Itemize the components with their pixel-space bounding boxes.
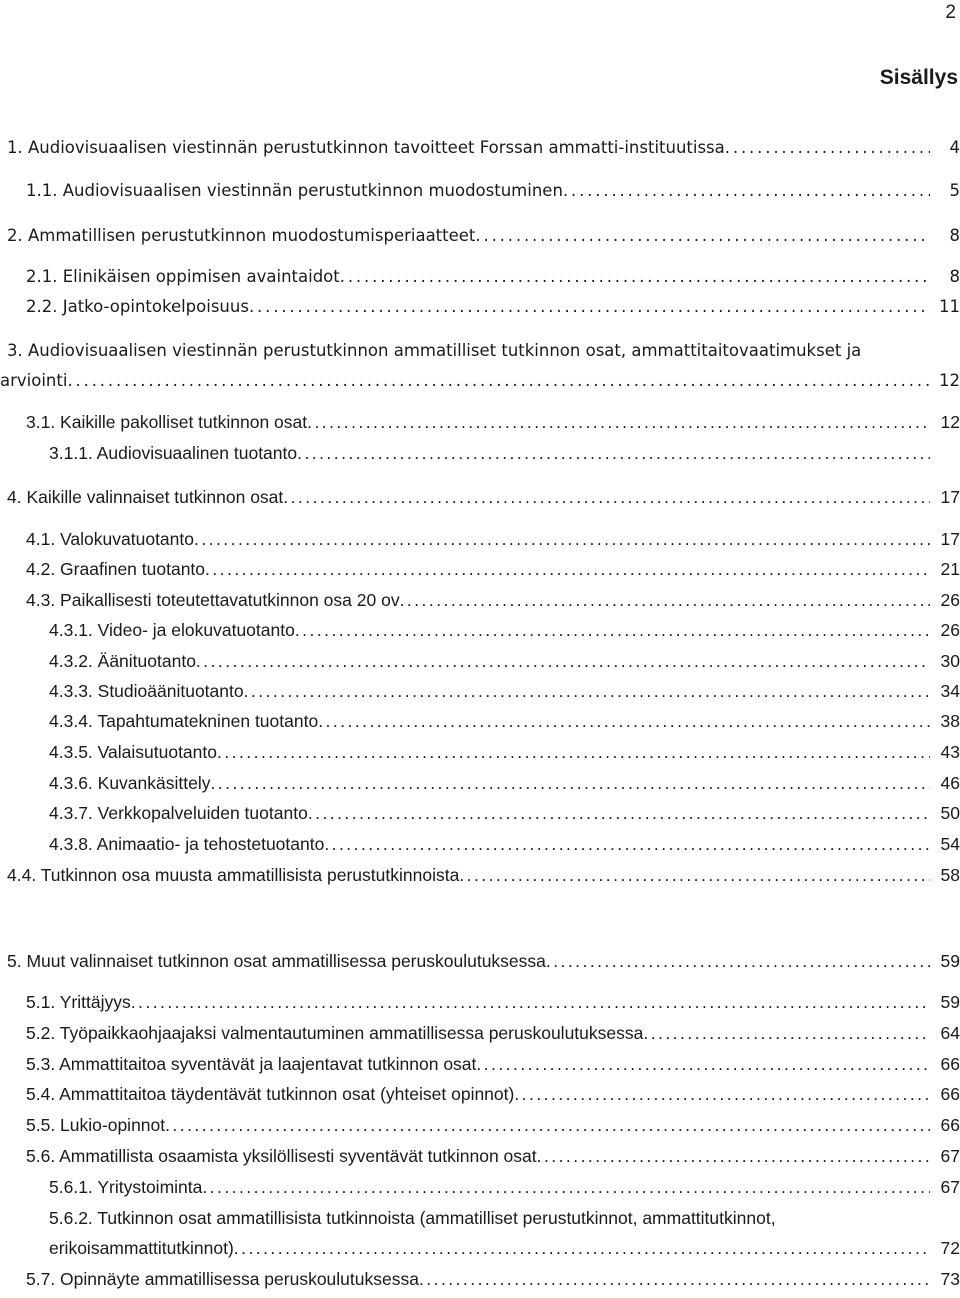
toc-entry-text: 4.3.6. Kuvankäsittely: [49, 773, 211, 793]
dot-leader: [537, 1145, 930, 1167]
toc-entry[interactable]: [0, 710, 960, 740]
dot-leader: [205, 558, 930, 580]
toc-page-number: 54: [940, 834, 960, 854]
toc-page-number: 34: [940, 681, 960, 701]
dot-leader: [131, 991, 930, 1013]
toc-page-number: 12: [939, 371, 960, 390]
toc-page-number: 67: [940, 1177, 960, 1197]
toc-entry[interactable]: [0, 802, 960, 832]
dot-leader: [234, 1237, 930, 1259]
toc-page-number: 30: [940, 651, 960, 671]
toc-page-number: 66: [940, 1054, 960, 1074]
dot-leader: [194, 528, 930, 550]
toc-entry-text: 4.3.7. Verkkopalveluiden tuotanto: [49, 803, 308, 823]
toc-page-number: 43: [940, 742, 960, 762]
dot-leader: [340, 266, 930, 288]
dot-leader: [643, 1022, 930, 1044]
dot-leader: [475, 225, 930, 247]
page-number: 2: [945, 2, 956, 23]
toc-page-number: 46: [940, 773, 960, 793]
toc-entry-text: 5.5. Lukio-opinnot: [26, 1115, 166, 1135]
toc-page-number: 66: [940, 1115, 960, 1135]
toc-entry[interactable]: [0, 558, 960, 588]
toc-entry[interactable]: [0, 589, 960, 619]
toc-entry-text: 5.1. Yrittäjyys: [26, 992, 131, 1012]
toc-entry[interactable]: [0, 619, 960, 649]
dot-leader: [67, 370, 930, 392]
toc-entry[interactable]: [0, 340, 960, 390]
toc-entry[interactable]: [0, 1114, 960, 1144]
toc-entry[interactable]: [0, 772, 960, 802]
toc-entry[interactable]: [0, 1145, 960, 1175]
toc-page-number: 8: [949, 226, 960, 245]
dot-leader: [295, 619, 930, 641]
toc-entry-continuation: arviointi: [0, 371, 68, 390]
toc-entry[interactable]: [0, 833, 960, 863]
toc-entry-text: 4.4. Tutkinnon osa muusta ammatillisista perustutkinnoista: [7, 865, 460, 885]
toc-entry[interactable]: [0, 1083, 960, 1113]
toc-page-number: 17: [940, 529, 960, 549]
dot-leader: [307, 411, 930, 433]
toc-entry[interactable]: [0, 1176, 960, 1206]
toc-entry-text: 5.6.2. Tutkinnon osat ammatillisista tutkinnoista (ammatilliset perustutkinnot, ammattitutkinnot,: [49, 1208, 776, 1228]
dot-leader: [725, 137, 930, 159]
dot-leader: [318, 710, 930, 732]
toc-entry-text: 4.3. Paikallisesti toteutettavatutkinnon osa 20 ov: [26, 590, 400, 610]
toc-entry-text: 4.3.3. Studioäänituotanto: [49, 681, 244, 701]
toc-page-number: 64: [940, 1023, 960, 1043]
toc-entry[interactable]: [0, 180, 960, 210]
toc-entry-text: 1.1. Audiovisuaalisen viestinnän perustutkinnon muodostuminen: [26, 181, 563, 200]
toc-entry[interactable]: [0, 1022, 960, 1052]
dot-leader: [563, 180, 930, 202]
toc-entry[interactable]: [0, 650, 960, 680]
dot-leader: [419, 1268, 930, 1290]
toc-entry-text: 5.4. Ammattitaitoa täydentävät tutkinnon osat (yhteiset opinnot): [26, 1084, 515, 1104]
toc-entry-text: 3.1. Kaikille pakolliset tutkinnon osat: [26, 412, 308, 432]
dot-leader: [546, 950, 930, 972]
toc-page-number: 73: [940, 1269, 960, 1289]
dot-leader: [283, 486, 930, 508]
toc-entry-text: 4.2. Graafinen tuotanto: [26, 559, 206, 579]
toc-entry[interactable]: [0, 1207, 960, 1258]
toc-entry-text: 5.6.1. Yritystoiminta: [49, 1177, 203, 1197]
toc-entry-text: 3.1.1. Audiovisuaalinen tuotanto: [49, 443, 298, 463]
toc-page-number: 4: [949, 138, 960, 157]
toc-title: Sisällys: [879, 66, 958, 89]
dot-leader: [308, 802, 930, 824]
toc-entry-text: 4.3.1. Video- ja elokuvatuotanto: [49, 620, 295, 640]
toc-entry[interactable]: [0, 1268, 960, 1298]
dot-leader: [217, 741, 930, 763]
toc-page-number: 67: [940, 1146, 960, 1166]
toc-entry-text: 5.2. Työpaikkaohjaajaksi valmentautuminen ammatillisessa peruskoulutuksessa: [26, 1023, 644, 1043]
toc-page-number: 21: [940, 559, 960, 579]
toc-entry-text: 4. Kaikille valinnaiset tutkinnon osat: [7, 487, 284, 507]
toc-page-number: 17: [940, 487, 960, 507]
toc-entry-text: 4.3.4. Tapahtumatekninen tuotanto: [49, 711, 319, 731]
dot-leader: [400, 589, 930, 611]
toc-page-number: 5: [949, 181, 960, 200]
toc-entry[interactable]: [0, 1053, 960, 1083]
toc-entry-continuation: erikoisammattitutkinnot): [49, 1238, 234, 1258]
toc-entry-text: 1. Audiovisuaalisen viestinnän perustutkinnon tavoitteet Forssan ammatti-instituutissa: [7, 138, 725, 157]
toc-entry-text: 2.1. Elinikäisen oppimisen avaintaidot: [26, 267, 340, 286]
dot-leader: [196, 650, 930, 672]
toc-entry-text: 4.3.8. Animaatio- ja tehostetuotanto: [49, 834, 325, 854]
toc-entry[interactable]: [0, 486, 960, 516]
toc-entry-text: 2.2. Jatko-opintokelpoisuus: [26, 297, 249, 316]
toc-entry[interactable]: [0, 442, 960, 472]
toc-entry-text: 5. Muut valinnaiset tutkinnon osat ammatillisessa peruskoulutuksessa: [7, 951, 546, 971]
toc-entry[interactable]: [0, 864, 960, 894]
toc-entry[interactable]: [0, 680, 960, 710]
dot-leader: [324, 833, 930, 855]
toc-entry[interactable]: [0, 991, 960, 1021]
toc-entry[interactable]: [0, 266, 960, 296]
toc-entry[interactable]: [0, 225, 960, 255]
dot-leader: [514, 1083, 930, 1105]
dot-leader: [476, 1053, 930, 1075]
dot-leader: [210, 772, 930, 794]
dot-leader: [165, 1114, 930, 1136]
toc-entry-text: 2. Ammatillisen perustutkinnon muodostumisperiaatteet: [7, 226, 476, 245]
toc-entry[interactable]: [0, 137, 960, 167]
toc-entry[interactable]: [0, 528, 960, 558]
toc-page-number: 58: [940, 865, 960, 885]
toc-page-number: 50: [940, 803, 960, 823]
toc-entry-text: 5.3. Ammattitaitoa syventävät ja laajentavat tutkinnon osat: [26, 1054, 477, 1074]
dot-leader: [202, 1176, 930, 1198]
toc-page-number: 66: [940, 1084, 960, 1104]
dot-leader: [244, 680, 930, 702]
toc-entry-text: 4.1. Valokuvatuotanto: [26, 529, 194, 549]
toc-page-number: 12: [940, 412, 960, 432]
toc-page-number: 26: [940, 590, 960, 610]
toc-entry-text: 3. Audiovisuaalisen viestinnän perustutkinnon ammatilliset tutkinnon osat, ammattitaitovaatimukset ja: [7, 341, 862, 360]
toc-entry-text: 5.6. Ammatillista osaamista yksilöllisesti syventävät tutkinnon osat: [26, 1146, 537, 1166]
toc-page-number: 59: [940, 951, 960, 971]
dot-leader: [297, 442, 930, 464]
toc-entry[interactable]: [0, 950, 960, 980]
dot-leader: [249, 296, 930, 318]
dot-leader: [459, 864, 930, 886]
toc-page-number: 59: [940, 992, 960, 1012]
toc-page-number: 26: [940, 620, 960, 640]
toc-entry-text: 5.7. Opinnäyte ammatillisessa peruskoulutuksessa: [26, 1269, 419, 1289]
toc-page-number: 38: [940, 711, 960, 731]
toc-page-number: 72: [940, 1238, 960, 1258]
toc-entry-text: 4.3.5. Valaisutuotanto: [49, 742, 217, 762]
toc-entry-text: 4.3.2. Äänituotanto: [49, 651, 196, 671]
toc-entry[interactable]: [0, 741, 960, 771]
toc-page-number: 11: [939, 297, 960, 316]
toc-entry[interactable]: [0, 296, 960, 326]
toc-page-number: 8: [949, 267, 960, 286]
toc-entry[interactable]: [0, 411, 960, 441]
